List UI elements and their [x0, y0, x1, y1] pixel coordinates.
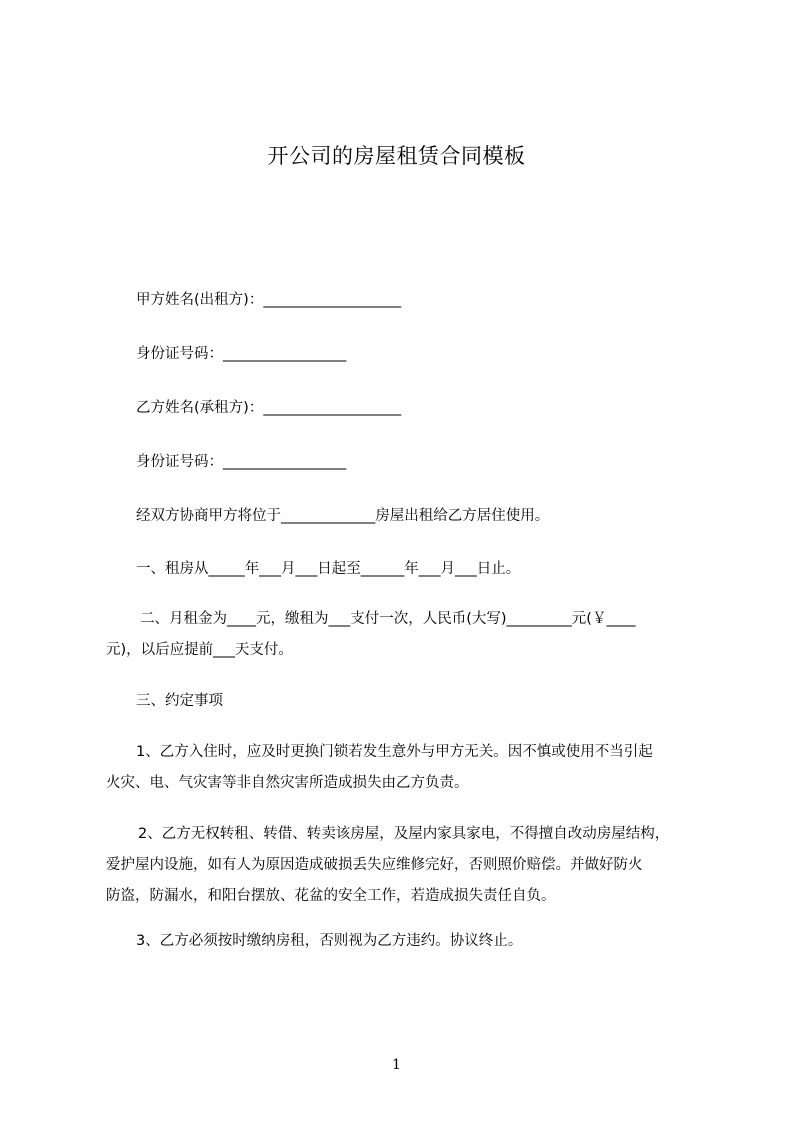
- page-number: 1: [392, 1057, 401, 1073]
- clause-two-line-1: 二、月租金为____元，缴租为___支付一次，人民币(大写)_________元(￥____: [140, 611, 636, 627]
- item-one-line-2: 火灾、电、气灾害等非自然灾害所造成损失由乙方负责。: [106, 775, 469, 791]
- agreement-intro: 经双方协商甲方将位于_____________房屋出租给乙方居住使用。: [136, 508, 550, 524]
- item-two-line-3: 防盗，防漏水，和阳台摆放、花盆的安全工作，若造成损失责任自负。: [106, 888, 556, 904]
- document-title: 开公司的房屋租赁合同模板: [267, 144, 526, 168]
- item-one: [106, 737, 706, 799]
- item-three: 3、乙方必须按时缴纳房租，否则视为乙方违约。协议终止。: [136, 933, 523, 949]
- clause-two-line-2: 元)，以后应提前___天支付。: [106, 642, 293, 658]
- party-b-name-field: 乙方姓名(承租方)：___________________: [136, 400, 402, 416]
- party-a-id-field: 身份证号码：_________________: [136, 346, 347, 362]
- item-two: [106, 819, 706, 912]
- clause-two: [106, 604, 706, 666]
- item-two-line-1: 2、乙方无权转租、转借、转卖该房屋，及屋内家具家电，不得擅自改动房屋结构，: [138, 826, 670, 842]
- clause-three-heading: 三、约定事项: [136, 693, 223, 709]
- item-one-line-1: 1、乙方入住时，应及时更换门锁若发生意外与甲方无关。因不慎或使用不当引起: [136, 744, 653, 760]
- item-two-line-2: 爱护屋内设施，如有人为原因造成破损丢失应维修完好，否则照价赔偿。并做好防火: [106, 857, 643, 873]
- party-a-name-field: 甲方姓名(出租方)：___________________: [136, 292, 402, 308]
- clause-one: 一、租房从_____年___月___日起至______年___月___日止。: [136, 561, 521, 577]
- party-b-id-field: 身份证号码：_________________: [136, 454, 347, 470]
